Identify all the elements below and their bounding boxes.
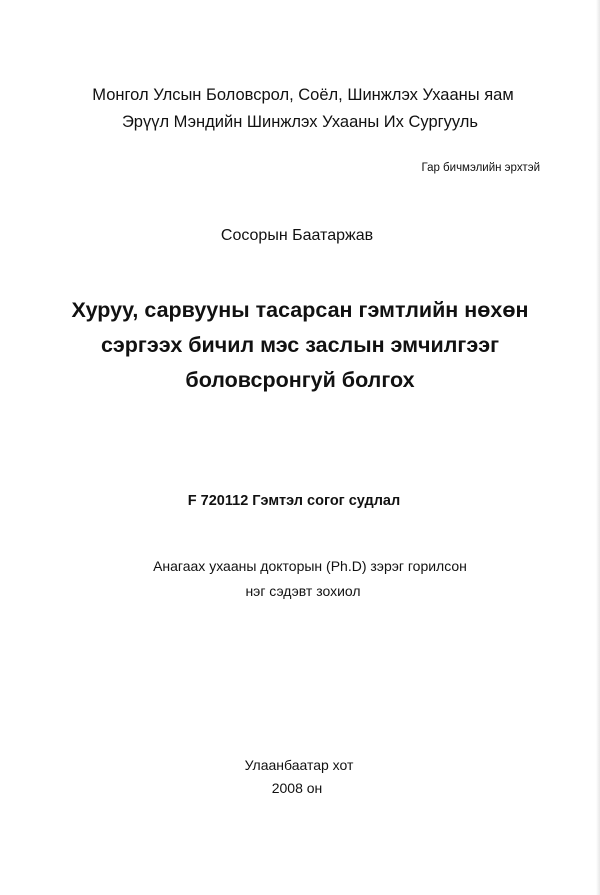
degree-line-2: нэг сэдэвт зохиол: [245, 583, 361, 599]
degree-line-1: Анагаах ухааны докторын (Ph.D) зэрэг горилсон: [153, 558, 467, 574]
title-line-1: Хуруу, сарвууны тасарсан гэмтлийн нөхөн: [71, 298, 529, 322]
year: 2008 он: [271, 780, 323, 796]
title-line-3: боловсронгуй болгох: [185, 368, 415, 392]
city: Улаанбаатар хот: [244, 757, 354, 773]
manuscript-rights-note: Гар бичмэлийн эрхтэй: [421, 162, 540, 174]
thesis-title: [0, 293, 600, 398]
author-name: Сосорын Баатаржав: [220, 227, 374, 244]
specialty-code: F 720112 Гэмтэл согог судлал: [187, 493, 401, 509]
university-name: Эрүүл Мэндийн Шинжлэх Ухааны Их Сургууль: [121, 113, 479, 131]
ministry-name: Монгол Улсын Боловсрол, Соёл, Шинжлэх Ухааны яам: [92, 86, 514, 104]
title-line-2: сэргээх бичил мэс заслын эмчилгээг: [100, 333, 500, 357]
